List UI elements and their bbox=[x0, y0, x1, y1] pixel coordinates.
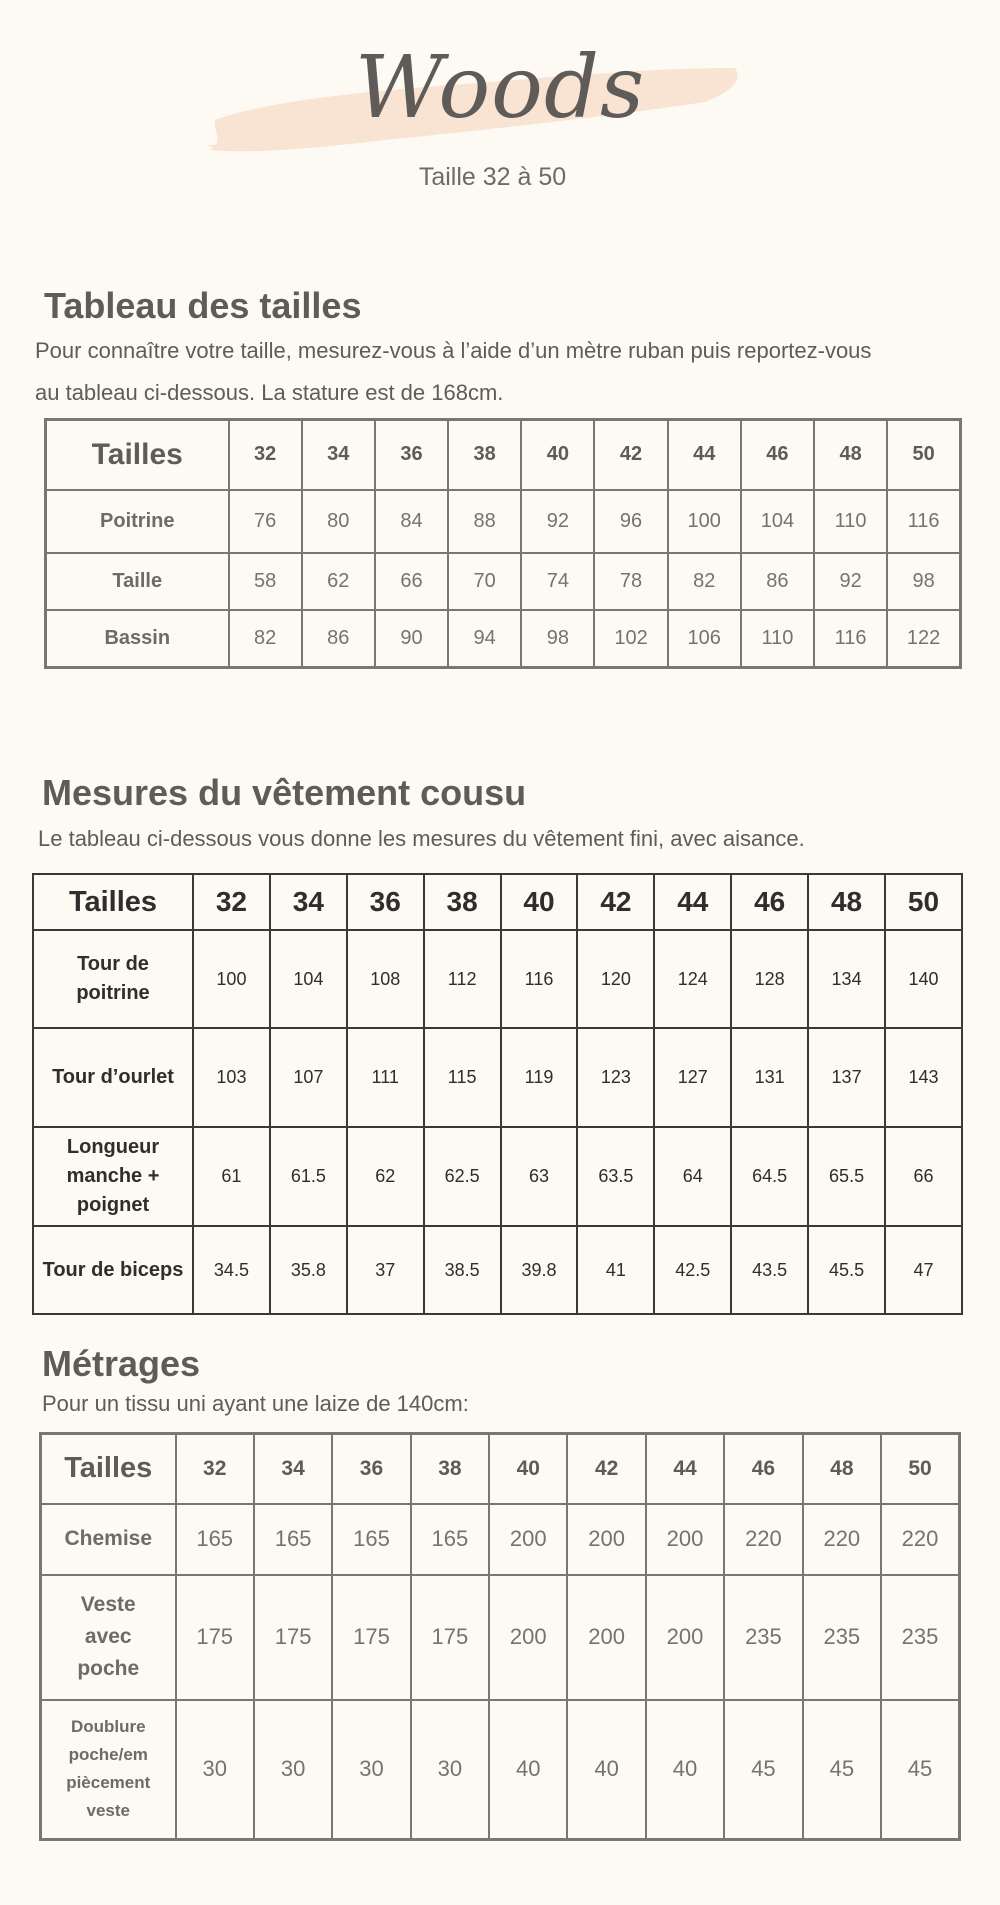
size-header-cell: 40 bbox=[489, 1434, 567, 1504]
value-cell: 175 bbox=[254, 1575, 332, 1700]
garment-measurements-table bbox=[32, 873, 963, 1315]
value-cell: 92 bbox=[521, 490, 594, 553]
value-cell: 62 bbox=[347, 1127, 424, 1226]
value-cell: 123 bbox=[577, 1028, 654, 1127]
row-label-line: poitrine bbox=[76, 982, 150, 1004]
value-cell: 165 bbox=[176, 1504, 254, 1575]
row-label-line: poche bbox=[77, 1657, 140, 1680]
value-cell: 128 bbox=[731, 930, 808, 1028]
size-chart-table bbox=[44, 418, 962, 669]
value-cell: 200 bbox=[646, 1504, 724, 1575]
size-header-cell: 38 bbox=[411, 1434, 489, 1504]
row-label-line: Tour d’ourlet bbox=[52, 1066, 174, 1088]
intro-line-2: au tableau ci-dessous. La stature est de 168cm. bbox=[35, 380, 504, 405]
value-cell: 45 bbox=[724, 1700, 802, 1840]
value-cell: 94 bbox=[448, 610, 521, 668]
value-cell: 235 bbox=[881, 1575, 959, 1700]
size-header-cell: 48 bbox=[814, 420, 887, 490]
size-header-cell: 32 bbox=[176, 1434, 254, 1504]
value-cell: 103 bbox=[193, 1028, 270, 1127]
header-label-cell: Tailles bbox=[41, 1434, 176, 1504]
row-label-cell: Poitrine bbox=[46, 490, 229, 553]
value-cell: 66 bbox=[375, 553, 448, 610]
table-row bbox=[46, 553, 961, 610]
value-cell: 137 bbox=[808, 1028, 885, 1127]
row-label-line: Veste bbox=[80, 1593, 136, 1616]
size-header-cell: 34 bbox=[254, 1434, 332, 1504]
value-cell: 64 bbox=[654, 1127, 731, 1226]
value-cell: 41 bbox=[577, 1226, 654, 1314]
value-cell: 119 bbox=[501, 1028, 578, 1127]
size-header-cell: 42 bbox=[567, 1434, 645, 1504]
value-cell: 62 bbox=[302, 553, 375, 610]
value-cell: 88 bbox=[448, 490, 521, 553]
header-label-cell: Tailles bbox=[46, 420, 229, 490]
value-cell: 107 bbox=[270, 1028, 347, 1127]
value-cell: 165 bbox=[254, 1504, 332, 1575]
size-header-cell: 50 bbox=[887, 420, 960, 490]
value-cell: 165 bbox=[411, 1504, 489, 1575]
size-header-cell: 50 bbox=[881, 1434, 959, 1504]
row-label-line: Tour de biceps bbox=[42, 1258, 184, 1281]
section-title-garment-measurements: Mesures du vêtement cousu bbox=[42, 772, 527, 813]
size-header-cell: 40 bbox=[521, 420, 594, 490]
value-cell: 104 bbox=[270, 930, 347, 1028]
value-cell: 100 bbox=[668, 490, 741, 553]
row-label-cell bbox=[41, 1504, 176, 1575]
value-cell: 102 bbox=[594, 610, 667, 668]
value-cell: 165 bbox=[332, 1504, 410, 1575]
value-cell: 116 bbox=[887, 490, 960, 553]
value-cell: 30 bbox=[332, 1700, 410, 1840]
table-header-row bbox=[46, 420, 961, 490]
row-label-cell: Taille bbox=[46, 553, 229, 610]
value-cell: 116 bbox=[501, 930, 578, 1028]
section-title-yardage: Métrages bbox=[42, 1343, 201, 1384]
table-row bbox=[41, 1700, 960, 1840]
value-cell: 61 bbox=[193, 1127, 270, 1226]
table-row bbox=[33, 1028, 962, 1127]
size-header-cell: 32 bbox=[229, 420, 302, 490]
value-cell: 127 bbox=[654, 1028, 731, 1127]
size-header-cell: 44 bbox=[646, 1434, 724, 1504]
value-cell: 134 bbox=[808, 930, 885, 1028]
row-label-cell bbox=[41, 1575, 176, 1700]
value-cell: 200 bbox=[489, 1575, 567, 1700]
value-cell: 65.5 bbox=[808, 1127, 885, 1226]
row-label-cell bbox=[41, 1700, 176, 1840]
value-cell: 66 bbox=[885, 1127, 962, 1226]
section-title-size-chart: Tableau des tailles bbox=[44, 285, 362, 326]
table-row bbox=[33, 1226, 962, 1314]
size-header-cell: 32 bbox=[193, 874, 270, 930]
size-header-cell: 46 bbox=[741, 420, 814, 490]
row-label-cell bbox=[33, 1028, 193, 1127]
value-cell: 84 bbox=[375, 490, 448, 553]
value-cell: 63.5 bbox=[577, 1127, 654, 1226]
value-cell: 86 bbox=[741, 553, 814, 610]
size-header-cell: 42 bbox=[577, 874, 654, 930]
row-label-line: poignet bbox=[76, 1194, 150, 1216]
row-label-cell bbox=[33, 930, 193, 1028]
yardage-table bbox=[39, 1432, 961, 1841]
value-cell: 98 bbox=[521, 610, 594, 668]
row-label-line: Tour de bbox=[77, 953, 149, 975]
value-cell: 124 bbox=[654, 930, 731, 1028]
value-cell: 200 bbox=[567, 1575, 645, 1700]
row-label-cell bbox=[33, 1127, 193, 1226]
value-cell: 58 bbox=[229, 553, 302, 610]
value-cell: 35.8 bbox=[270, 1226, 347, 1314]
row-label-cell bbox=[33, 1226, 193, 1314]
value-cell: 220 bbox=[803, 1504, 881, 1575]
value-cell: 45.5 bbox=[808, 1226, 885, 1314]
value-cell: 98 bbox=[887, 553, 960, 610]
value-cell: 143 bbox=[885, 1028, 962, 1127]
table-header-row bbox=[33, 874, 962, 930]
row-label-line: Chemise bbox=[64, 1527, 153, 1550]
value-cell: 175 bbox=[176, 1575, 254, 1700]
value-cell: 40 bbox=[646, 1700, 724, 1840]
table-row bbox=[46, 610, 961, 668]
size-header-cell: 46 bbox=[724, 1434, 802, 1504]
value-cell: 112 bbox=[424, 930, 501, 1028]
row-label-line: poche/em bbox=[68, 1745, 148, 1765]
size-header-cell: 36 bbox=[347, 874, 424, 930]
logo-woods: Woods bbox=[354, 38, 646, 138]
table-row bbox=[33, 1127, 962, 1226]
size-header-cell: 44 bbox=[654, 874, 731, 930]
value-cell: 220 bbox=[724, 1504, 802, 1575]
value-cell: 30 bbox=[254, 1700, 332, 1840]
size-header-cell: 42 bbox=[594, 420, 667, 490]
value-cell: 63 bbox=[501, 1127, 578, 1226]
size-header-cell: 38 bbox=[448, 420, 521, 490]
value-cell: 200 bbox=[567, 1504, 645, 1575]
table-row bbox=[41, 1575, 960, 1700]
row-label-cell: Bassin bbox=[46, 610, 229, 668]
size-header-cell: 48 bbox=[808, 874, 885, 930]
size-header-cell: 36 bbox=[375, 420, 448, 490]
row-label-line: Longueur bbox=[66, 1136, 160, 1158]
value-cell: 175 bbox=[411, 1575, 489, 1700]
value-cell: 42.5 bbox=[654, 1226, 731, 1314]
value-cell: 70 bbox=[448, 553, 521, 610]
value-cell: 104 bbox=[741, 490, 814, 553]
value-cell: 200 bbox=[646, 1575, 724, 1700]
value-cell: 111 bbox=[347, 1028, 424, 1127]
size-header-cell: 44 bbox=[668, 420, 741, 490]
value-cell: 47 bbox=[885, 1226, 962, 1314]
size-header-cell: 40 bbox=[501, 874, 578, 930]
value-cell: 220 bbox=[881, 1504, 959, 1575]
value-cell: 96 bbox=[594, 490, 667, 553]
size-header-cell: 38 bbox=[424, 874, 501, 930]
value-cell: 62.5 bbox=[424, 1127, 501, 1226]
value-cell: 76 bbox=[229, 490, 302, 553]
value-cell: 108 bbox=[347, 930, 424, 1028]
value-cell: 78 bbox=[594, 553, 667, 610]
value-cell: 122 bbox=[887, 610, 960, 668]
value-cell: 30 bbox=[411, 1700, 489, 1840]
value-cell: 86 bbox=[302, 610, 375, 668]
value-cell: 235 bbox=[803, 1575, 881, 1700]
value-cell: 64.5 bbox=[731, 1127, 808, 1226]
value-cell: 45 bbox=[881, 1700, 959, 1840]
value-cell: 39.8 bbox=[501, 1226, 578, 1314]
value-cell: 200 bbox=[489, 1504, 567, 1575]
value-cell: 131 bbox=[731, 1028, 808, 1127]
table-row bbox=[41, 1504, 960, 1575]
value-cell: 110 bbox=[814, 490, 887, 553]
row-label-line: avec bbox=[84, 1625, 132, 1648]
size-header-cell: 34 bbox=[270, 874, 347, 930]
value-cell: 40 bbox=[567, 1700, 645, 1840]
value-cell: 61.5 bbox=[270, 1127, 347, 1226]
value-cell: 82 bbox=[229, 610, 302, 668]
row-label-line: piècement bbox=[66, 1773, 151, 1793]
value-cell: 43.5 bbox=[731, 1226, 808, 1314]
value-cell: 45 bbox=[803, 1700, 881, 1840]
header-label-cell: Tailles bbox=[33, 874, 193, 930]
table-row bbox=[33, 930, 962, 1028]
value-cell: 37 bbox=[347, 1226, 424, 1314]
value-cell: 38.5 bbox=[424, 1226, 501, 1314]
value-cell: 116 bbox=[814, 610, 887, 668]
value-cell: 92 bbox=[814, 553, 887, 610]
size-header-cell: 50 bbox=[885, 874, 962, 930]
value-cell: 80 bbox=[302, 490, 375, 553]
value-cell: 34.5 bbox=[193, 1226, 270, 1314]
value-cell: 175 bbox=[332, 1575, 410, 1700]
value-cell: 90 bbox=[375, 610, 448, 668]
size-range-subtitle: Taille 32 à 50 bbox=[418, 163, 567, 191]
table-header-row bbox=[41, 1434, 960, 1504]
value-cell: 120 bbox=[577, 930, 654, 1028]
value-cell: 110 bbox=[741, 610, 814, 668]
value-cell: 30 bbox=[176, 1700, 254, 1840]
size-header-cell: 34 bbox=[302, 420, 375, 490]
value-cell: 115 bbox=[424, 1028, 501, 1127]
row-label-line: manche + bbox=[66, 1165, 160, 1187]
value-cell: 140 bbox=[885, 930, 962, 1028]
table-row bbox=[46, 490, 961, 553]
size-header-cell: 48 bbox=[803, 1434, 881, 1504]
value-cell: 74 bbox=[521, 553, 594, 610]
value-cell: 40 bbox=[489, 1700, 567, 1840]
size-header-cell: 46 bbox=[731, 874, 808, 930]
row-label-line: veste bbox=[86, 1801, 130, 1821]
value-cell: 82 bbox=[668, 553, 741, 610]
yardage-intro: Pour un tissu uni ayant une laize de 140cm: bbox=[42, 1391, 469, 1416]
garment-measurements-intro: Le tableau ci-dessous vous donne les mesures du vêtement fini, avec aisance. bbox=[38, 826, 805, 851]
value-cell: 235 bbox=[724, 1575, 802, 1700]
value-cell: 106 bbox=[668, 610, 741, 668]
size-header-cell: 36 bbox=[332, 1434, 410, 1504]
intro-line-1: Pour connaître votre taille, mesurez-vous à l’aide d’un mètre ruban puis reportez-vous bbox=[35, 338, 872, 363]
value-cell: 100 bbox=[193, 930, 270, 1028]
row-label-line: Doublure bbox=[70, 1717, 146, 1737]
